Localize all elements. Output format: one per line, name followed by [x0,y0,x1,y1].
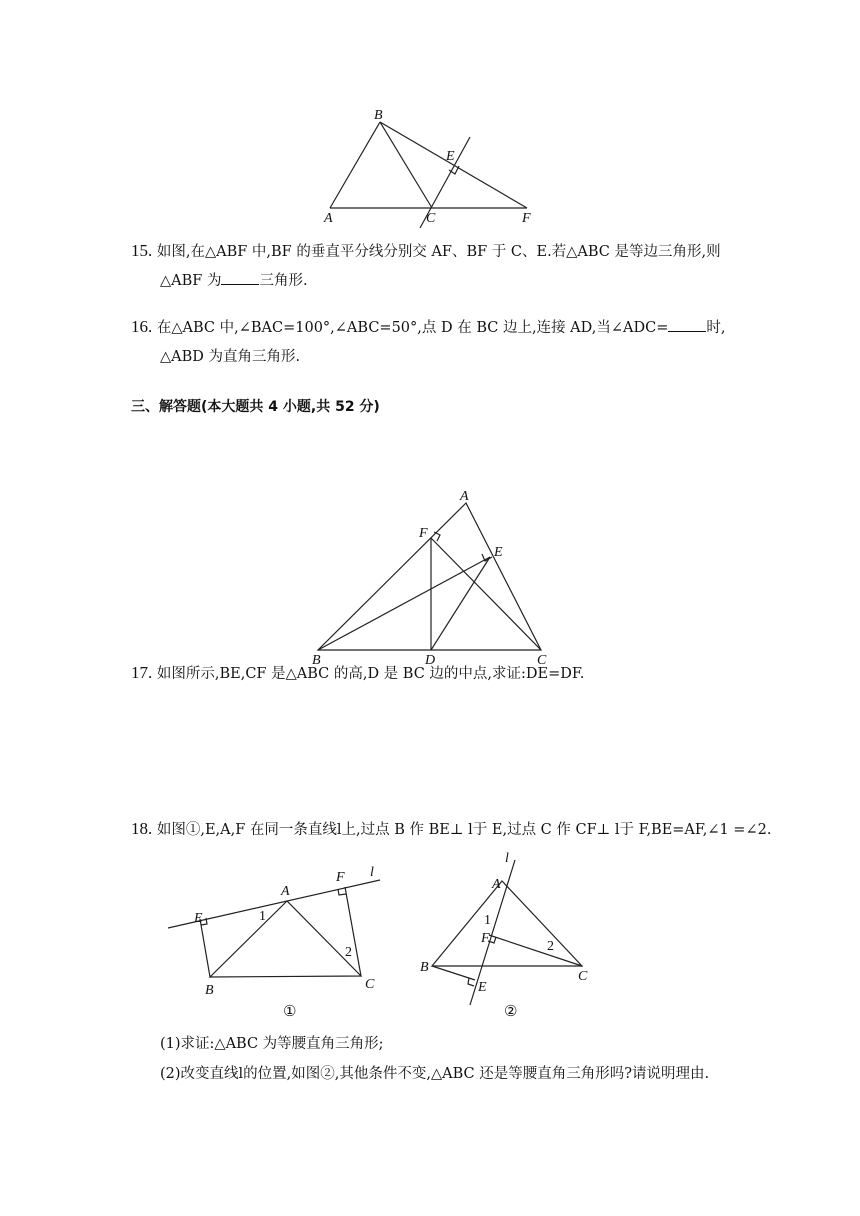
question-15 [131,240,721,263]
label-a: A [281,884,290,899]
figure-q17 [300,480,570,670]
label-c: C [537,653,547,668]
segment-ed [431,557,490,650]
label-angle-1: 1 [484,913,491,928]
question-15-line2 [160,270,308,292]
label-angle-2: 2 [345,945,352,960]
segment-bc [380,122,432,208]
label-a: A [324,211,333,226]
label-c: C [578,969,588,984]
question-number: 15. [131,241,153,260]
label-angle-1: 1 [259,909,266,924]
question-16 [131,316,725,339]
question-18-part2: (2)改变直线l的位置,如图②,其他条件不变,△ABC 还是等腰直角三角形吗?请说明理由. [160,1066,710,1082]
answer-blank [221,270,259,285]
segment-bf [380,122,527,208]
altitude-cf [431,538,541,650]
label-l: l [370,865,374,880]
figure-q15 [300,100,560,230]
question-17 [131,662,584,685]
question-17-text: 如图所示,BE,CF 是△ABC 的高,D 是 BC 边的中点,求证:DE=DF. [156,666,585,682]
label-b: B [205,983,214,998]
label-a: A [460,489,469,504]
label-b: B [374,108,383,123]
question-number: 16. [131,317,153,336]
segment-be [432,966,475,980]
question-18 [131,818,771,841]
question-number: 18. [131,819,153,838]
label-e: E [446,149,455,164]
label-b: B [312,653,321,668]
triangle-abc [432,881,582,966]
figure-caption-1: ① [283,1002,297,1020]
right-angle-mark-f [338,889,346,895]
question-18-text: 如图①,E,A,F 在同一条直线l上,过点 B 作 BE⊥ l于 E,过点 C 作 CF⊥ l于 F,BE=AF,∠1 =∠2. [156,822,772,838]
label-f: F [336,870,345,885]
label-c: C [426,211,436,226]
figure-caption-2: ② [504,1002,518,1020]
label-f: F [522,211,531,226]
triangle-abc [210,901,361,977]
label-l: l [505,851,509,866]
figure-q18-1 [160,855,400,1025]
question-16-line1-pre: 在△ABC 中,∠BAC=100°,∠ABC=50°,点 D 在 BC 边上,连接 AD,当∠ADC= [156,320,669,336]
label-d: D [425,653,436,668]
label-f: F [481,931,490,946]
label-a: A [492,877,501,892]
label-c: C [365,977,375,992]
question-15-line2-post: 三角形. [259,273,308,289]
label-f: F [419,526,428,541]
segment-ab [330,122,380,208]
triangle-abc [318,503,541,650]
question-18-part1: (1)求证:△ABC 为等腰直角三角形; [160,1036,384,1052]
altitude-be [318,557,490,650]
question-number: 17. [131,663,153,682]
section-heading: 三、解答题(本大题共 4 小题,共 52 分) [131,399,380,415]
label-e: E [194,911,203,926]
label-angle-2: 2 [547,939,554,954]
question-16-line1-post: 时, [706,320,726,336]
label-b: B [420,960,429,975]
answer-blank [668,317,706,332]
question-15-line2-pre: △ABF 为 [160,273,222,289]
label-e: E [478,980,487,995]
question-16-line2: △ABD 为直角三角形. [160,349,301,365]
label-e: E [494,545,503,560]
question-15-line1: 如图,在△ABF 中,BF 的垂直平分线分别交 AF、BF 于 C、E.若△ABC 是等边三角形,则 [156,244,721,260]
segment-be [200,919,210,977]
